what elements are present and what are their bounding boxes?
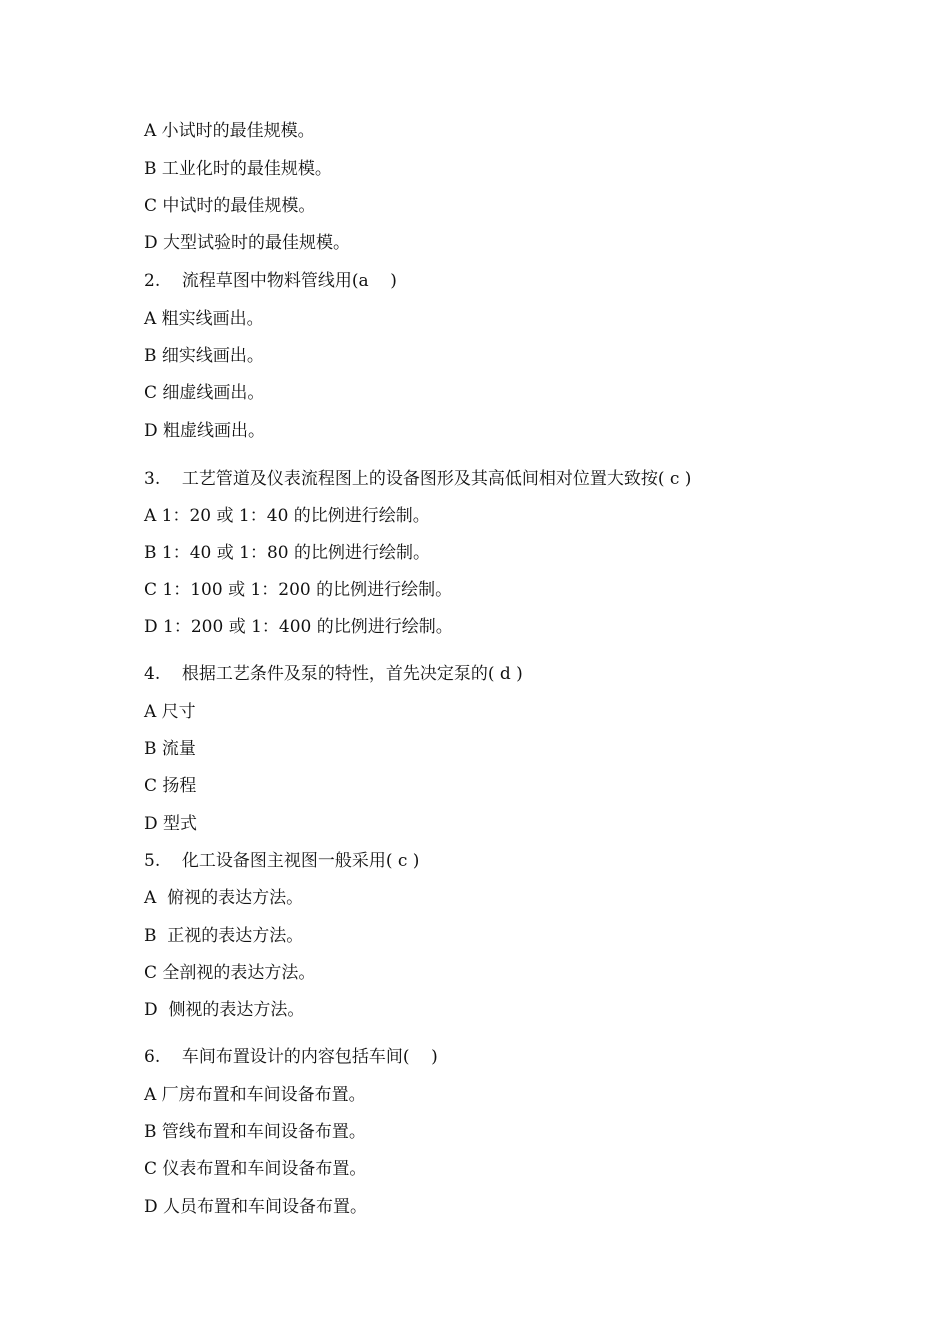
option-c-q3: C 1：100 或 1：200 的比例进行绘制。 xyxy=(144,580,453,600)
option-b-q6: B 管线布置和车间设备布置。 xyxy=(144,1122,366,1142)
option-b-q1: B 工业化时的最佳规模。 xyxy=(144,159,332,179)
option-d-q2: D 粗虚线画出。 xyxy=(144,421,266,441)
option-b-q5: B 正视的表达方法。 xyxy=(144,926,304,946)
option-c-q2: C 细虚线画出。 xyxy=(144,383,265,403)
option-b-q4: B 流量 xyxy=(144,739,196,759)
option-c-q5: C 全剖视的表达方法。 xyxy=(144,963,316,983)
option-c-q4: C 扬程 xyxy=(144,776,197,796)
question-3: 3. 工艺管道及仪表流程图上的设备图形及其高低间相对位置大致按( c ) xyxy=(144,469,692,489)
option-a-q5: A 俯视的表达方法。 xyxy=(144,888,304,908)
option-a-q1: A 小试时的最佳规模。 xyxy=(144,121,315,141)
option-b-q3: B 1：40 或 1：80 的比例进行绘制。 xyxy=(144,543,431,563)
option-d-q3: D 1：200 或 1：400 的比例进行绘制。 xyxy=(144,617,453,637)
option-d-q5: D 侧视的表达方法。 xyxy=(144,1000,305,1020)
option-d-q1: D 大型试验时的最佳规模。 xyxy=(144,233,351,253)
option-c-q6: C 仪表布置和车间设备布置。 xyxy=(144,1159,367,1179)
question-4: 4. 根据工艺条件及泵的特性，首先决定泵的( d ) xyxy=(144,664,523,684)
option-a-q4: A 尺寸 xyxy=(144,702,196,722)
question-2: 2. 流程草图中物料管线用(a ) xyxy=(144,271,397,291)
option-c-q1: C 中试时的最佳规模。 xyxy=(144,196,316,216)
option-a-q3: A 1：20 或 1：40 的比例进行绘制。 xyxy=(144,506,430,526)
option-a-q2: A 粗实线画出。 xyxy=(144,309,264,329)
option-b-q2: B 细实线画出。 xyxy=(144,346,264,366)
option-d-q4: D 型式 xyxy=(144,814,198,834)
option-d-q6: D 人员布置和车间设备布置。 xyxy=(144,1197,368,1217)
question-6: 6. 车间布置设计的内容包括车间( ) xyxy=(144,1047,438,1067)
option-a-q6: A 厂房布置和车间设备布置。 xyxy=(144,1085,366,1105)
question-5: 5. 化工设备图主视图一般采用( c ) xyxy=(144,851,420,871)
